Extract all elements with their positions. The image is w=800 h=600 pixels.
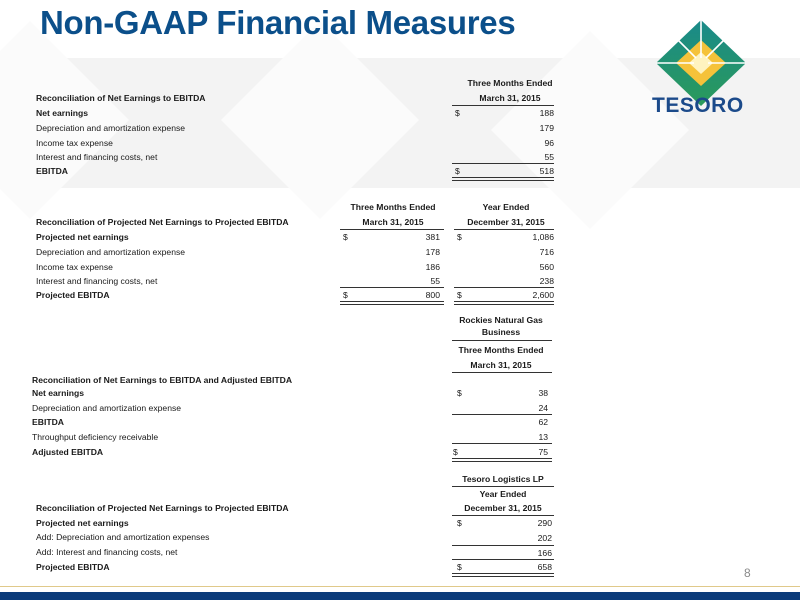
t2-row-value: 186 (425, 262, 440, 272)
t2-row-currency: $ (343, 232, 348, 242)
t1-row-value: 96 (544, 138, 554, 148)
logo-wordmark: TESORO (652, 94, 744, 117)
t2-row-value: 381 (425, 232, 440, 242)
t2-col1-header-2: March 31, 2015 (362, 217, 424, 227)
t2-col2-header-2: December 31, 2015 (467, 217, 545, 227)
t2-row-label: Depreciation and amortization expense (36, 247, 186, 257)
t3-row-label: Depreciation and amortization expense (32, 403, 182, 413)
t3-row-label: EBITDA (32, 417, 64, 427)
t2-row-value: 1,086 (532, 232, 554, 242)
t4-row-value: 166 (537, 548, 552, 558)
t4-row-label: Add: Depreciation and amortization expenses (36, 532, 210, 542)
t4-row-label: Projected net earnings (36, 518, 129, 528)
t4-group-header: Tesoro Logistics LP (462, 474, 544, 484)
t2-row-currency: $ (457, 290, 462, 300)
t4-heading: Reconciliation of Projected Net Earnings to Projected EBITDA (36, 503, 289, 513)
t4-row-label: Add: Interest and financing costs, net (36, 547, 178, 557)
t3-subtotal-line (452, 414, 552, 415)
t2-row-value: 178 (425, 247, 440, 257)
t4-row-value: 290 (537, 518, 552, 528)
t1-row-value: 188 (539, 108, 554, 118)
background-diamond (0, 21, 129, 219)
t3-row-value: 38 (538, 388, 548, 398)
t2-row-label: Interest and financing costs, net (36, 276, 158, 286)
t3-subtotal-line (452, 443, 552, 444)
t1-row-currency: $ (455, 108, 460, 118)
t4-row-value: 658 (537, 562, 552, 572)
t1-row-currency: $ (455, 166, 460, 176)
t1-row-label: Net earnings (36, 108, 89, 118)
t1-row-value: 518 (539, 166, 554, 176)
t3-row-label: Adjusted EBITDA (32, 447, 104, 457)
t3-row-value: 75 (538, 447, 548, 457)
t4-row-value: 202 (537, 533, 552, 543)
t2-header-underline (454, 229, 554, 230)
t2-row-value: 55 (430, 276, 440, 286)
t2-row-value: 2,600 (532, 290, 554, 300)
t1-subtotal-line (452, 163, 554, 164)
t3-row-value: 24 (538, 403, 548, 413)
page-number: 8 (744, 566, 751, 580)
t3-heading: Reconciliation of Net Earnings to EBITDA and Adjusted EBITDA (32, 375, 293, 385)
t2-row-value: 716 (539, 247, 554, 257)
t3-header-underline (452, 372, 552, 373)
t1-row-label: Interest and financing costs, net (36, 152, 158, 162)
t4-subtotal-line (452, 545, 554, 546)
t1-heading: Reconciliation of Net Earnings to EBITDA (36, 93, 206, 103)
t2-total-double-line (454, 301, 554, 305)
t3-row-label: Net earnings (32, 388, 85, 398)
t2-row-label: Projected net earnings (36, 232, 129, 242)
t3-group-header-2: Business (481, 327, 521, 337)
t2-row-currency: $ (457, 232, 462, 242)
t1-row-label: Depreciation and amortization expense (36, 123, 186, 133)
footer-bar (0, 592, 800, 600)
t1-col-header-2: March 31, 2015 (479, 93, 541, 103)
t4-row-currency: $ (457, 518, 462, 528)
t4-col-header-2: December 31, 2015 (464, 503, 542, 513)
t4-row-currency: $ (457, 562, 462, 572)
t1-row-value: 179 (539, 123, 554, 133)
t4-subtotal-line (452, 559, 554, 560)
t2-heading: Reconciliation of Projected Net Earnings to Projected EBITDA (36, 217, 289, 227)
t1-row-label: Income tax expense (36, 138, 113, 148)
t2-header-underline (340, 229, 444, 230)
t2-total-double-line (340, 301, 444, 305)
t3-row-value: 62 (538, 417, 548, 427)
t2-row-label: Projected EBITDA (36, 290, 110, 300)
t2-row-value: 238 (539, 276, 554, 286)
t2-subtotal-line (340, 287, 444, 288)
t3-col-header-2: March 31, 2015 (470, 360, 532, 370)
t2-subtotal-line (454, 287, 554, 288)
t1-row-label: EBITDA (36, 166, 68, 176)
t3-row-value: 13 (538, 432, 548, 442)
t2-col2-header-1: Year Ended (482, 202, 530, 212)
t3-row-currency: $ (453, 447, 458, 457)
t1-total-double-line (452, 177, 554, 181)
t4-total-double-line (452, 573, 554, 577)
t2-col1-header-1: Three Months Ended (350, 202, 436, 212)
t3-total-double-line (452, 458, 552, 462)
t3-row-currency: $ (457, 388, 462, 398)
t3-col-header-1: Three Months Ended (458, 345, 544, 355)
t3-row-label: Throughput deficiency receivable (32, 432, 159, 442)
t2-row-currency: $ (343, 290, 348, 300)
t4-group-underline (452, 486, 554, 487)
footer-divider (0, 586, 800, 587)
t4-col-header-1: Year Ended (479, 489, 527, 499)
t2-row-value: 560 (539, 262, 554, 272)
t3-group-header-1: Rockies Natural Gas (459, 315, 543, 325)
t2-row-value: 800 (425, 290, 440, 300)
t4-row-label: Projected EBITDA (36, 562, 110, 572)
t2-row-label: Income tax expense (36, 262, 113, 272)
t1-col-header-1: Three Months Ended (467, 78, 553, 88)
t3-group-underline (452, 340, 552, 341)
t1-row-value: 55 (544, 152, 554, 162)
t4-header-underline (452, 515, 554, 516)
background-diamond (221, 21, 419, 219)
page-title: Non-GAAP Financial Measures (40, 4, 516, 41)
t1-header-underline (452, 105, 554, 106)
